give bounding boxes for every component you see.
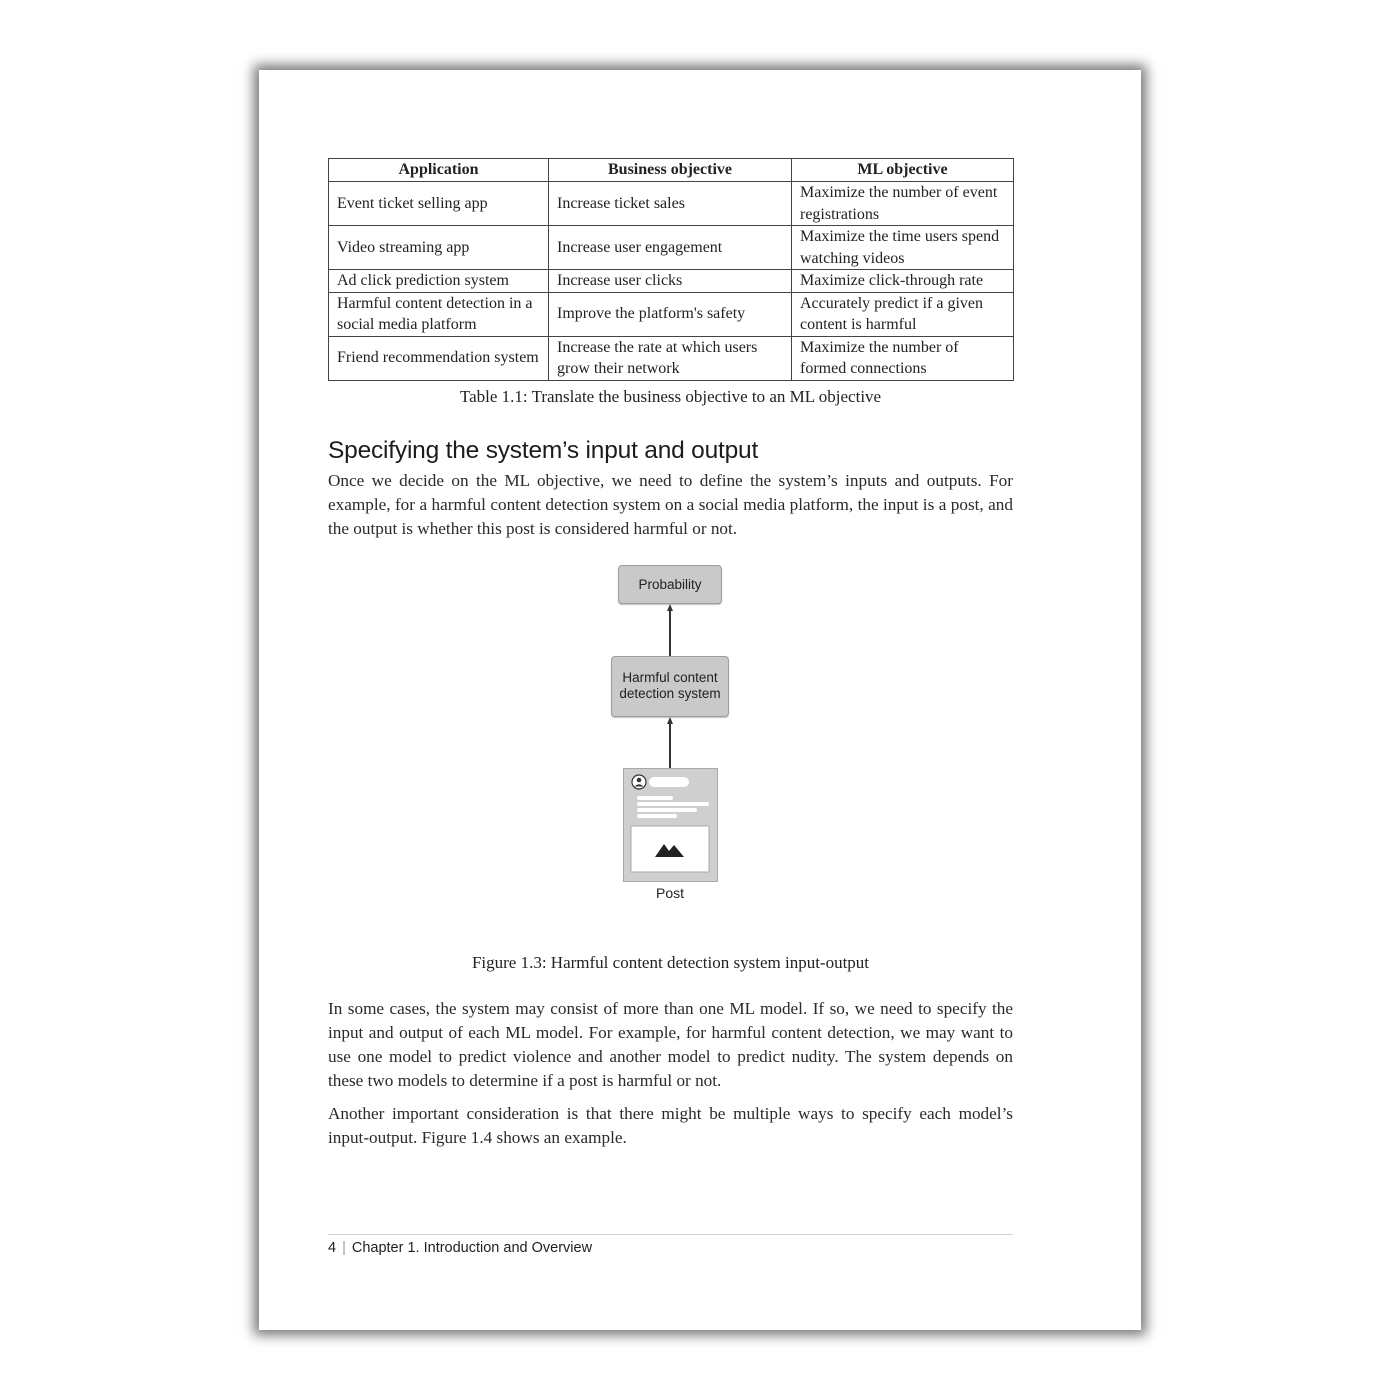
post-label: Post — [655, 884, 684, 901]
body-paragraph: Another important consideration is that there might be multiple ways to specify each model’s input-output. Figure 1.4 shows an example. — [328, 1103, 1013, 1147]
table-cell: Maximize click-through rate — [792, 270, 1014, 293]
header-business-objective: Business objective — [549, 159, 792, 182]
table-cell: Maximize the number of event registrations — [792, 182, 1014, 226]
table-cell: Video streaming app — [329, 226, 549, 270]
page-footer — [328, 1240, 592, 1256]
figure-caption: Figure 1.3: Harmful content detection system input-output — [471, 952, 870, 972]
table-header-row — [329, 159, 1014, 182]
harmful-content-detection-system-node: Harmful content detection system — [611, 656, 729, 717]
table-cell: Increase the rate at which users grow their network — [549, 336, 792, 380]
table-cell: Maximize the time users spend watching videos — [792, 226, 1014, 270]
body-paragraph: Once we decide on the ML objective, we need to define the system’s inputs and outputs. For example, for a harmful content detection system on a social media platform, the input is a post, and the output is whether this post is considered harmful or not. — [328, 470, 1013, 538]
post-illustration-icon — [624, 769, 716, 880]
page-content — [328, 158, 1013, 1150]
arrowhead — [667, 604, 673, 611]
arrowhead — [667, 717, 673, 724]
page-number: 4 — [328, 1240, 337, 1256]
table-row — [329, 270, 1014, 293]
footer-divider — [328, 1234, 1013, 1235]
table-cell: Increase user engagement — [549, 226, 792, 270]
table-row — [329, 226, 1014, 270]
table-row — [329, 336, 1014, 380]
table-cell: Increase user clicks — [549, 270, 792, 293]
table-cell: Friend recommendation system — [329, 336, 549, 380]
book-page — [259, 70, 1141, 1330]
arrow-post-to-system — [669, 722, 671, 768]
table-caption: Table 1.1: Translate the business objective to an ML objective — [459, 386, 882, 406]
table-row — [329, 292, 1014, 336]
table-cell: Accurately predict if a given content is harmful — [792, 292, 1014, 336]
table-cell: Improve the platform's safety — [549, 292, 792, 336]
chapter-title: Chapter 1. Introduction and Overview — [351, 1240, 593, 1256]
table-cell: Harmful content detection in a social media platform — [329, 292, 549, 336]
table-cell: Increase ticket sales — [549, 182, 792, 226]
table-cell: Maximize the number of formed connections — [792, 336, 1014, 380]
footer-separator: | — [342, 1240, 346, 1256]
objectives-table — [328, 158, 1014, 381]
post-card — [623, 768, 718, 882]
probability-node: Probability — [618, 565, 722, 604]
arrow-system-to-probability — [669, 609, 671, 656]
table-row — [329, 182, 1014, 226]
header-ml-objective: ML objective — [792, 159, 1014, 182]
table-cell: Ad click prediction system — [329, 270, 549, 293]
io-diagram — [328, 565, 1013, 953]
section-heading: Specifying the system’s input and output — [328, 436, 759, 464]
table-cell: Event ticket selling app — [329, 182, 549, 226]
body-paragraph: In some cases, the system may consist of more than one ML model. If so, we need to specify the input and output of each ML model. For example, for harmful content detection, we may want to use one model to predict violence and another model to predict nudity. The system depends on these two models to determine if a post is harmful or not. — [328, 998, 1013, 1090]
header-application: Application — [329, 159, 549, 182]
